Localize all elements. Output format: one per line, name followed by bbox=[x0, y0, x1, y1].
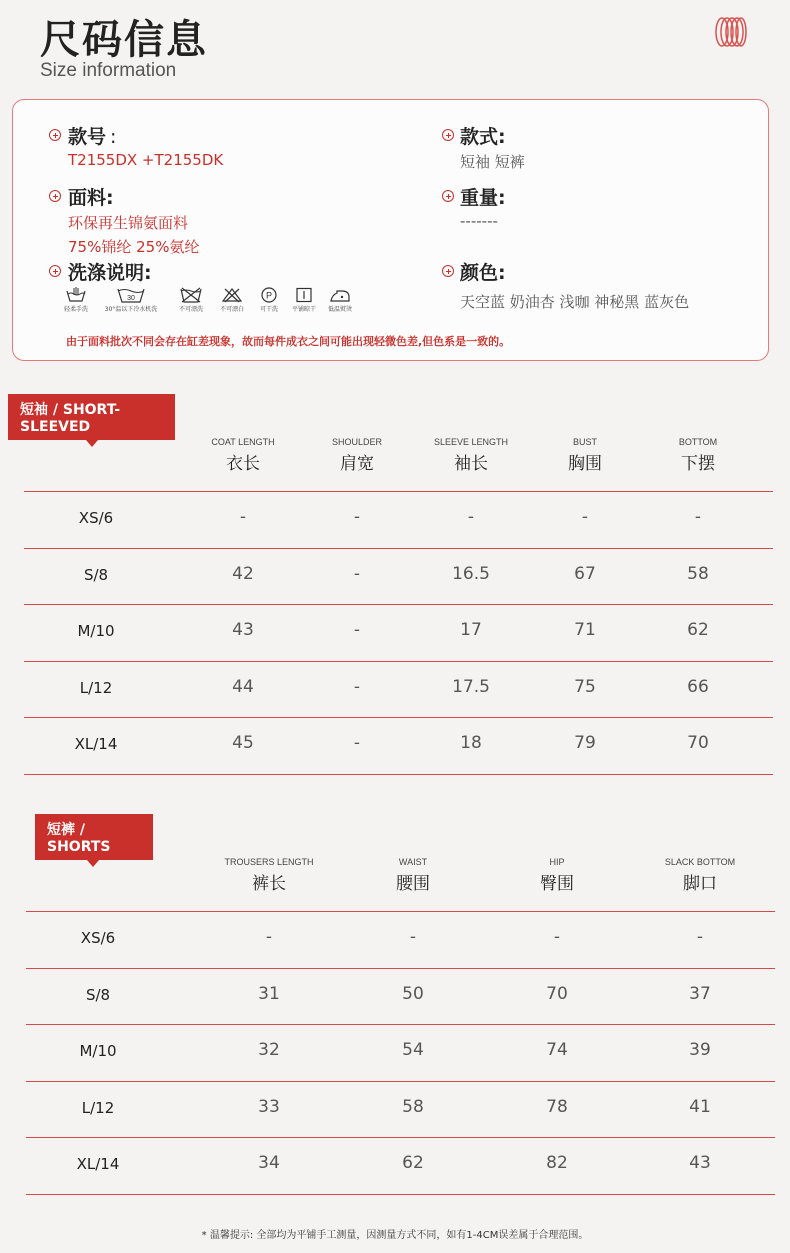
size-label: XL/14 bbox=[74, 735, 118, 754]
tag-pointer bbox=[86, 440, 98, 447]
dry-clean-p-icon bbox=[258, 287, 280, 303]
care-hand-wash bbox=[64, 287, 88, 313]
measurement-cell: 33 bbox=[258, 1096, 280, 1117]
size-label: M/10 bbox=[77, 622, 115, 641]
measurement-cell: - bbox=[353, 620, 361, 641]
column-header-cn: 下摆 bbox=[681, 454, 715, 474]
measurement-cell: 37 bbox=[689, 983, 711, 1004]
measurement-cell: 74 bbox=[546, 1040, 568, 1061]
measurement-cell: - bbox=[694, 507, 702, 528]
row-divider bbox=[24, 491, 773, 492]
fabric-line-1: 环保再生锦氨面料 bbox=[68, 214, 189, 232]
care-label: 轻柔手洗 bbox=[64, 306, 89, 313]
care-label: 低温熨烫 bbox=[328, 306, 353, 313]
style-number-colon: : bbox=[110, 126, 117, 148]
size-label: XL/14 bbox=[76, 1155, 120, 1174]
row-divider bbox=[26, 1081, 775, 1082]
measurement-cell: - bbox=[265, 927, 273, 948]
care-label: 30°温以下冷水机洗 bbox=[104, 306, 158, 313]
plus-circle-icon bbox=[49, 129, 61, 141]
tag-pointer bbox=[87, 860, 99, 867]
measurement-cell: - bbox=[696, 927, 704, 948]
rings-logo-icon bbox=[714, 16, 748, 48]
measurement-cell: - bbox=[353, 507, 361, 528]
column-header-en: TROUSERS LENGTH bbox=[224, 857, 314, 867]
row-divider bbox=[26, 1194, 775, 1195]
row-divider bbox=[24, 548, 773, 549]
measurement-cell: 66 bbox=[687, 676, 709, 697]
column-header-cn: 袖长 bbox=[454, 454, 488, 474]
weight-label: 重量: bbox=[460, 187, 506, 209]
style-number-label: 款号 bbox=[68, 126, 107, 148]
measurement-cell: 44 bbox=[232, 676, 254, 697]
measurement-cell: - bbox=[553, 927, 561, 948]
measurement-cell: 62 bbox=[687, 620, 709, 641]
measurement-cell: - bbox=[353, 733, 361, 754]
measurement-cell: - bbox=[467, 507, 475, 528]
size-label: M/10 bbox=[79, 1042, 117, 1061]
plus-circle-icon bbox=[49, 265, 61, 277]
measurement-cell: - bbox=[409, 927, 417, 948]
measurement-cell: 70 bbox=[687, 733, 709, 754]
shorts-tag: 短裤 / SHORTS bbox=[35, 814, 153, 860]
iron-low-icon bbox=[328, 287, 352, 303]
column-header-cn: 衣长 bbox=[226, 454, 260, 474]
wash-label: 洗涤说明: bbox=[68, 262, 152, 284]
row-divider bbox=[24, 661, 773, 662]
size-label: L/12 bbox=[79, 678, 113, 697]
column-header-cn: 臀围 bbox=[540, 874, 574, 894]
measurement-cell: 75 bbox=[574, 676, 596, 697]
column-header-cn: 腰围 bbox=[396, 874, 430, 894]
measurement-cell: 18 bbox=[460, 733, 482, 754]
column-header-en: WAIST bbox=[398, 857, 428, 867]
measurement-cell: - bbox=[353, 563, 361, 584]
measurement-cell: - bbox=[239, 507, 247, 528]
no-bleach-icon bbox=[178, 287, 204, 303]
fabric-line-2: 75%锦纶 25%氨纶 bbox=[68, 238, 200, 256]
measurement-cell: 45 bbox=[232, 733, 254, 754]
color-value: 天空蓝 奶油杏 浅咖 神秘黑 蓝灰色 bbox=[460, 293, 690, 311]
no-bleach-triangle-icon bbox=[221, 287, 243, 303]
measurement-cell: 34 bbox=[258, 1153, 280, 1174]
care-no-bleach-triangle bbox=[220, 287, 244, 313]
plus-circle-icon bbox=[442, 129, 454, 141]
page-title: 尺码信息 bbox=[40, 17, 208, 63]
care-label: 不可漂白 bbox=[220, 306, 245, 313]
style-number-value: T2155DX +T2155DK bbox=[68, 151, 224, 169]
measurement-cell: 54 bbox=[402, 1040, 424, 1061]
dry-clean-letter: P bbox=[265, 290, 273, 301]
page-subtitle: Size information bbox=[40, 60, 177, 81]
wash-30-icon bbox=[116, 287, 146, 303]
line-dry-icon bbox=[293, 287, 315, 303]
measurement-cell: 17.5 bbox=[452, 676, 490, 697]
measurement-cell: 67 bbox=[574, 563, 596, 584]
plus-circle-icon bbox=[442, 190, 454, 202]
measurement-cell: 43 bbox=[232, 620, 254, 641]
column-header-cn: 脚口 bbox=[683, 874, 717, 894]
size-label: L/12 bbox=[81, 1098, 115, 1117]
measurement-cell: 39 bbox=[689, 1040, 711, 1061]
measurement-cell: 70 bbox=[546, 983, 568, 1004]
column-header-cn: 肩宽 bbox=[340, 454, 374, 474]
measurement-cell: 58 bbox=[687, 563, 709, 584]
care-dry-clean bbox=[258, 287, 280, 313]
care-wash-30 bbox=[104, 287, 158, 313]
size-label: S/8 bbox=[85, 985, 111, 1004]
size-label: XS/6 bbox=[80, 929, 116, 948]
care-no-bleach bbox=[178, 287, 204, 313]
measurement-cell: 58 bbox=[402, 1096, 424, 1117]
measurement-cell: 79 bbox=[574, 733, 596, 754]
hand-wash-icon bbox=[65, 287, 87, 303]
measurement-cell: - bbox=[353, 676, 361, 697]
row-divider bbox=[24, 604, 773, 605]
care-line-dry bbox=[292, 287, 316, 313]
short-sleeved-tag: 短袖 / SHORT-SLEEVED bbox=[8, 394, 175, 440]
column-header-en: SLEEVE LENGTH bbox=[433, 437, 509, 447]
style-label: 款式: bbox=[460, 126, 506, 148]
wash-temp-label: 30 bbox=[127, 295, 135, 302]
column-header-en: SLACK BOTTOM bbox=[664, 857, 736, 867]
row-divider bbox=[26, 1024, 775, 1025]
fabric-label: 面料: bbox=[68, 187, 114, 209]
color-difference-notice: 由于面料批次不同会存在缸差现象，故而每件成衣之间可能出现轻微色差,但色系是一致的。 bbox=[66, 335, 511, 348]
measurement-cell: 42 bbox=[232, 563, 254, 584]
size-label: S/8 bbox=[83, 565, 109, 584]
row-divider bbox=[26, 1137, 775, 1138]
column-header-cn: 裤长 bbox=[252, 874, 286, 894]
measurement-cell: 41 bbox=[689, 1096, 711, 1117]
column-header-en: COAT LENGTH bbox=[211, 437, 275, 447]
column-header-en: SHOULDER bbox=[331, 437, 382, 447]
row-divider bbox=[26, 968, 775, 969]
measurement-footnote: * 温馨提示: 全部均为平铺手工测量，因测量方式不同，如有1-4CM误差属于合理范围。 bbox=[201, 1230, 589, 1241]
column-header-en: HIP bbox=[549, 857, 565, 867]
measurement-cell: 71 bbox=[574, 620, 596, 641]
measurement-cell: 78 bbox=[546, 1096, 568, 1117]
care-label: 平铺晾干 bbox=[292, 306, 317, 313]
measurement-cell: 43 bbox=[689, 1153, 711, 1174]
row-divider bbox=[26, 911, 775, 912]
measurement-cell: 17 bbox=[460, 620, 482, 641]
row-divider bbox=[24, 717, 773, 718]
style-value: 短袖 短裤 bbox=[460, 153, 525, 171]
measurement-cell: 32 bbox=[258, 1040, 280, 1061]
plus-circle-icon bbox=[49, 190, 61, 202]
color-label: 颜色: bbox=[460, 262, 506, 284]
care-iron-low bbox=[328, 287, 352, 313]
measurement-cell: 16.5 bbox=[452, 563, 490, 584]
measurement-cell: 31 bbox=[258, 983, 280, 1004]
plus-circle-icon bbox=[442, 265, 454, 277]
measurement-cell: 62 bbox=[402, 1153, 424, 1174]
measurement-cell: 50 bbox=[402, 983, 424, 1004]
size-label: XS/6 bbox=[78, 509, 114, 528]
measurement-cell: - bbox=[581, 507, 589, 528]
row-divider bbox=[24, 774, 773, 775]
care-label: 可干洗 bbox=[259, 306, 278, 313]
care-label: 不可漂洗 bbox=[178, 306, 203, 313]
column-header-en: BUST bbox=[572, 437, 597, 447]
weight-value: ------- bbox=[460, 212, 498, 230]
measurement-cell: 82 bbox=[546, 1153, 568, 1174]
column-header-cn: 胸围 bbox=[568, 454, 602, 474]
column-header-en: BOTTOM bbox=[678, 437, 718, 447]
